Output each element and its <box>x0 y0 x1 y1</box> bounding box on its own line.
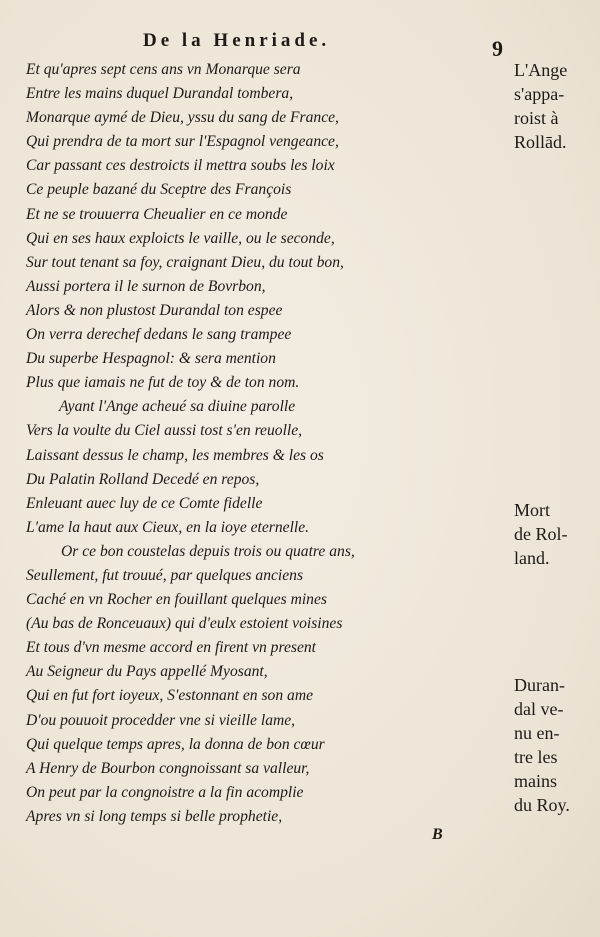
margin-note-line: L'Ange <box>514 60 568 80</box>
margin-note-line: dal ve- <box>514 699 564 719</box>
margin-note-line: s'appa- <box>514 84 565 104</box>
verse-line: Apres vn si long temps si belle prophetie, <box>26 807 283 825</box>
margin-note-durandal <box>514 673 570 817</box>
margin-note-line: mains <box>514 771 557 791</box>
margin-note-line: du Roy. <box>514 795 570 815</box>
verse-line: Qui en ses haux exploicts le vaille, ou le seconde, <box>26 229 335 247</box>
verse-line: Alors & non plustost Durandal ton espee <box>26 301 283 319</box>
verse-line: Du Palatin Rolland Decedé en repos, <box>26 470 260 488</box>
verse-line: Plus que iamais ne fut de toy & de ton nom. <box>26 374 300 392</box>
verse-line: Monarque aymé de Dieu, yssu du sang de France, <box>26 109 339 127</box>
verse-line: Or ce bon coustelas depuis trois ou quatre ans, <box>61 542 355 560</box>
margin-note-angel <box>514 58 567 154</box>
margin-note-line: Duran- <box>514 675 565 695</box>
verse-line: Du superbe Hespagnol: & sera mention <box>26 350 276 368</box>
verse-line: Vers la voulte du Ciel aussi tost s'en reuolle, <box>26 422 303 440</box>
verse-line: Car passant ces destroicts il mettra soubs les loix <box>26 157 335 175</box>
verse-line: Au Seigneur du Pays appellé Myosant, <box>26 663 268 681</box>
verse-line: Qui en fut fort ioyeux, S'estonnant en son ame <box>26 687 314 705</box>
margin-note-line: land. <box>514 548 550 568</box>
verse-line: (Au bas de Ronceuaux) qui d'eulx estoient voisines <box>26 615 343 633</box>
verse-line: Et ne se trouuerra Cheualier en ce monde <box>26 205 288 223</box>
verse-line: Et tous d'vn mesme accord en firent vn present <box>26 639 317 657</box>
verse-line: On peut par la congnoistre a la fin acomplie <box>26 783 304 801</box>
verse-line: D'ou pouuoit procedder vne si vieille lame, <box>26 711 296 729</box>
verse-line: Enleuant auec luy de ce Comte fidelle <box>26 494 263 512</box>
margin-note-line: roist à <box>514 108 559 128</box>
verse-line: Qui quelque temps apres, la donna de bon cœur <box>26 735 325 753</box>
verse-line: Aussi portera il le surnon de Bovrbon, <box>26 277 266 295</box>
verse-line: On verra derechef dedans le sang trampee <box>26 326 292 344</box>
verse-line: A Henry de Bourbon congnoissant sa valleur, <box>26 759 310 777</box>
signature-mark: B <box>432 826 443 843</box>
verse-line: Caché en vn Rocher en fouillant quelques mines <box>26 591 327 609</box>
verse-line: Laissant dessus le champ, les membres & les os <box>26 446 324 464</box>
verse-text <box>26 58 451 829</box>
running-head: De la Henriade. <box>143 30 331 51</box>
verse-line: Seullement, fut trouué, par quelques anciens <box>26 566 304 584</box>
margin-note-line: Rollād. <box>514 132 567 152</box>
margin-note-line: de Rol- <box>514 524 568 544</box>
verse-line: Entre les mains duquel Durandal tombera, <box>26 85 294 103</box>
margin-note-line: nu en- <box>514 723 560 743</box>
verse-line: Sur tout tenant sa foy, craignant Dieu, du tout bon, <box>26 253 344 271</box>
margin-note-death-of-roland <box>514 498 568 570</box>
margin-note-line: tre les <box>514 747 558 767</box>
page-number: 9 <box>492 36 503 61</box>
verse-line: Et qu'apres sept cens ans vn Monarque sera <box>26 61 301 78</box>
verse-line: L'ame la haut aux Cieux, en la ioye eternelle. <box>26 518 310 536</box>
verse-line: Ayant l'Ange acheué sa diuine parolle <box>59 398 296 416</box>
verse-line: Ce peuple bazané du Sceptre des François <box>26 181 292 199</box>
verse-line: Qui prendra de ta mort sur l'Espagnol vengeance, <box>26 133 339 151</box>
margin-note-line: Mort <box>514 500 550 520</box>
